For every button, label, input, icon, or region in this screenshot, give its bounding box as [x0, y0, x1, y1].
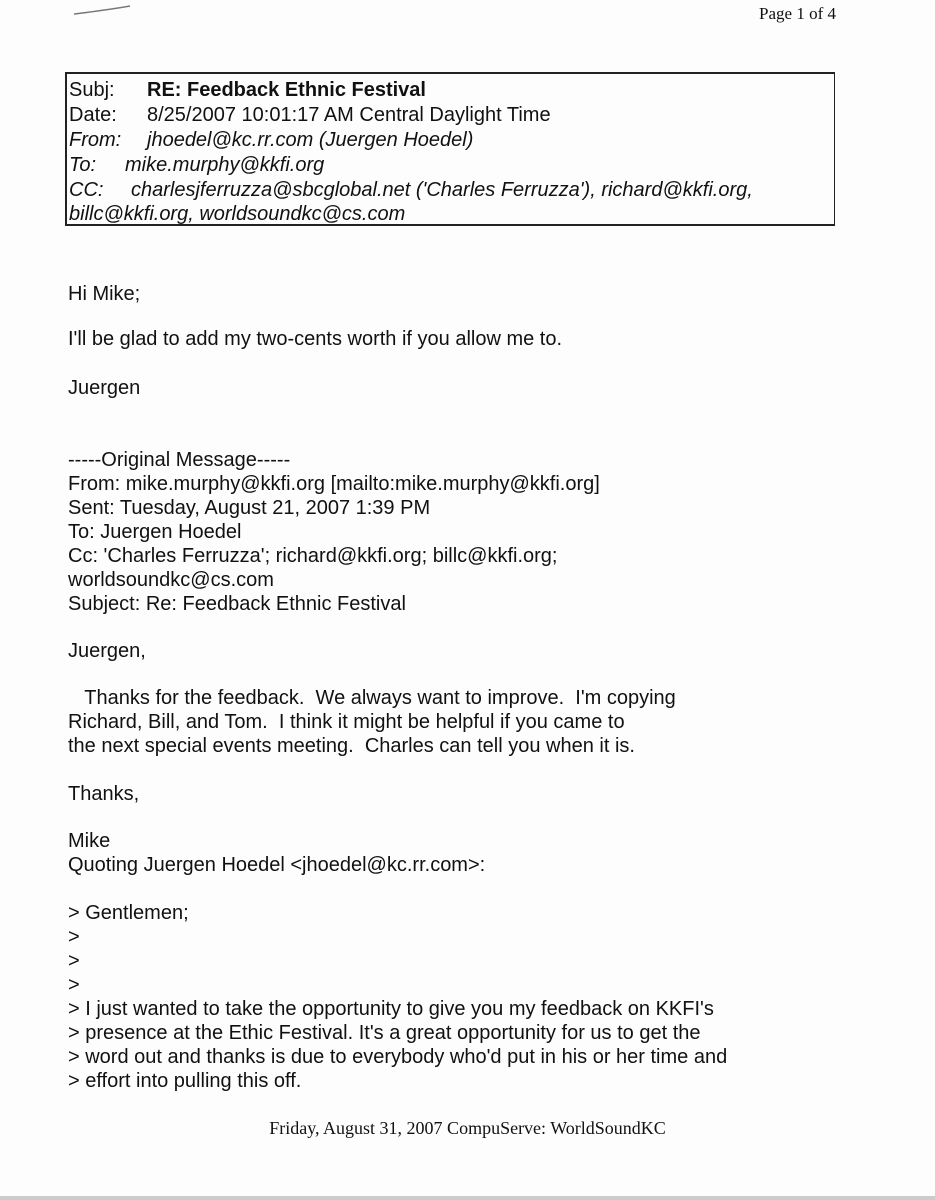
cc-value-line1: charlesjferruzza@sbcglobal.net ('Charles Ferruzza'), richard@kkfi.org, — [131, 179, 753, 201]
reply-paragraph-line: Thanks for the feedback. We always want to improve. I'm copying — [68, 687, 676, 709]
original-cc: Cc: 'Charles Ferruzza'; richard@kkfi.org; billc@kkfi.org; — [68, 545, 558, 567]
pen-mark — [72, 4, 132, 16]
original-to: To: Juergen Hoedel — [68, 521, 242, 543]
original-cc-continued: worldsoundkc@cs.com — [68, 569, 274, 591]
reply-name: Mike — [68, 830, 111, 852]
cc-label: CC: — [69, 179, 104, 201]
date-value: 8/25/2007 10:01:17 AM Central Daylight Time — [147, 104, 551, 126]
page-number: Page 1 of 4 — [759, 4, 836, 23]
quoting-line: Quoting Juergen Hoedel <jhoedel@kc.rr.com>: — [68, 854, 486, 876]
date-label: Date: — [69, 104, 117, 126]
to-value: mike.murphy@kkfi.org — [125, 154, 325, 176]
reply-greeting: Juergen, — [68, 640, 146, 662]
quoted-line: > Gentlemen; — [68, 902, 189, 924]
subject-label: Subj: — [69, 79, 115, 101]
subject-value: RE: Feedback Ethnic Festival — [147, 79, 426, 101]
from-value: jhoedel@kc.rr.com (Juergen Hoedel) — [147, 129, 474, 151]
scan-edge — [0, 1196, 935, 1200]
reply-thanks: Thanks, — [68, 783, 140, 805]
to-label: To: — [69, 154, 97, 176]
date-row — [69, 103, 551, 127]
cc-row-continued — [69, 202, 405, 226]
quoted-line: > presence at the Ethic Festival. It's a great opportunity for us to get the — [68, 1022, 701, 1044]
quoted-line: > — [68, 950, 80, 972]
original-message-header: -----Original Message----- — [68, 449, 291, 471]
email-header-box — [65, 72, 835, 226]
original-from: From: mike.murphy@kkfi.org [mailto:mike.murphy@kkfi.org] — [68, 473, 600, 495]
reply-paragraph-line: the next special events meeting. Charles can tell you when it is. — [68, 735, 635, 757]
quoted-line: > — [68, 974, 80, 996]
quoted-line: > I just wanted to take the opportunity to give you my feedback on KKFI's — [68, 998, 714, 1020]
body-line: I'll be glad to add my two-cents worth if you allow me to. — [68, 328, 563, 350]
from-label: From: — [69, 129, 122, 151]
original-sent: Sent: Tuesday, August 21, 2007 1:39 PM — [68, 497, 431, 519]
quoted-line: > word out and thanks is due to everybody who'd put in his or her time and — [68, 1046, 728, 1068]
subject-row — [69, 78, 426, 102]
greeting: Hi Mike; — [68, 283, 141, 305]
to-row — [69, 153, 324, 177]
original-subject: Subject: Re: Feedback Ethnic Festival — [68, 593, 406, 615]
quoted-line: > effort into pulling this off. — [68, 1070, 302, 1092]
signoff: Juergen — [68, 377, 141, 399]
cc-value-line2: billc@kkfi.org, worldsoundkc@cs.com — [69, 203, 406, 225]
cc-row — [69, 178, 753, 202]
quoted-line: > — [68, 926, 80, 948]
page-footer: Friday, August 31, 2007 CompuServe: WorldSoundKC — [269, 1118, 666, 1138]
reply-paragraph-line: Richard, Bill, and Tom. I think it might be helpful if you came to — [68, 711, 625, 733]
from-row — [69, 128, 473, 152]
